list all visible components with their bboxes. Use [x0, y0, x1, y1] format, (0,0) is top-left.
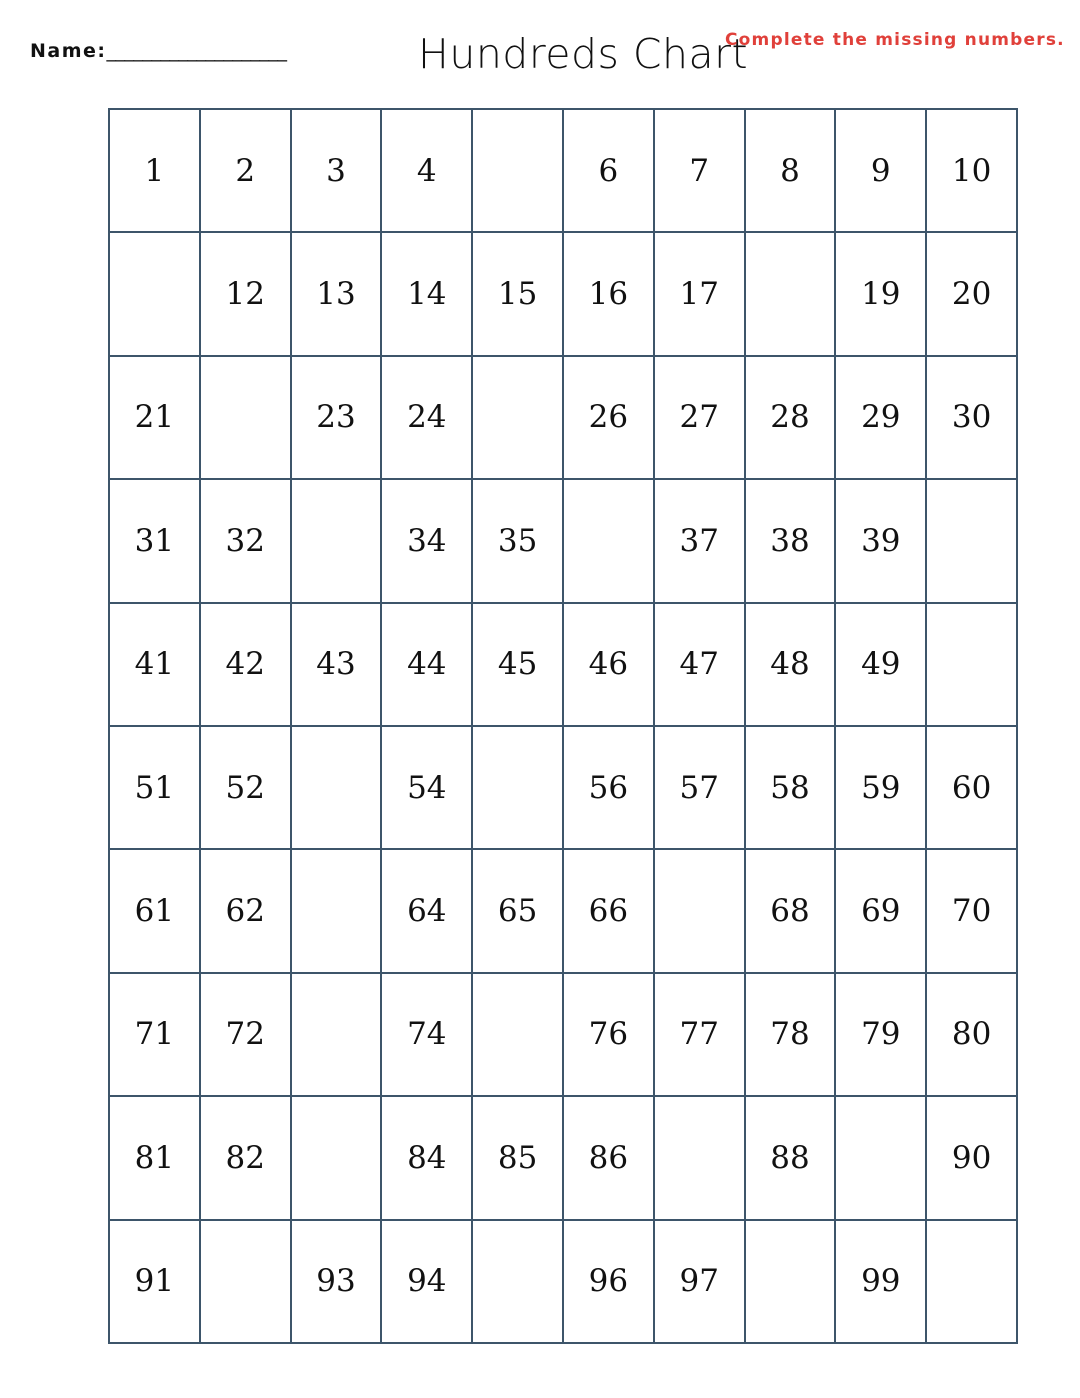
number-cell: 10 — [927, 110, 1018, 233]
name-field — [30, 40, 287, 62]
blank-number-cell[interactable] — [746, 1221, 837, 1344]
number-cell: 19 — [836, 233, 927, 356]
number-cell: 69 — [836, 850, 927, 973]
name-label: Name: — [30, 40, 107, 62]
number-cell: 52 — [201, 727, 292, 850]
hundreds-chart-grid — [108, 108, 1018, 1344]
number-cell: 58 — [746, 727, 837, 850]
blank-number-cell[interactable] — [655, 1097, 746, 1220]
number-cell: 65 — [473, 850, 564, 973]
number-cell: 7 — [655, 110, 746, 233]
number-cell: 82 — [201, 1097, 292, 1220]
number-cell: 64 — [382, 850, 473, 973]
number-cell: 41 — [110, 604, 201, 727]
blank-number-cell[interactable] — [655, 850, 746, 973]
blank-number-cell[interactable] — [201, 1221, 292, 1344]
number-cell: 14 — [382, 233, 473, 356]
number-cell: 31 — [110, 480, 201, 603]
number-cell: 12 — [201, 233, 292, 356]
number-cell: 2 — [201, 110, 292, 233]
number-cell: 30 — [927, 357, 1018, 480]
blank-number-cell[interactable] — [292, 480, 383, 603]
name-blank-line[interactable]: ____________________ — [106, 40, 287, 62]
number-cell: 81 — [110, 1097, 201, 1220]
number-cell: 77 — [655, 974, 746, 1097]
number-cell: 72 — [201, 974, 292, 1097]
number-cell: 45 — [473, 604, 564, 727]
blank-number-cell[interactable] — [201, 357, 292, 480]
number-cell: 70 — [927, 850, 1018, 973]
number-cell: 49 — [836, 604, 927, 727]
number-cell: 85 — [473, 1097, 564, 1220]
number-cell: 44 — [382, 604, 473, 727]
number-cell: 9 — [836, 110, 927, 233]
number-cell: 17 — [655, 233, 746, 356]
number-cell: 68 — [746, 850, 837, 973]
number-cell: 74 — [382, 974, 473, 1097]
blank-number-cell[interactable] — [292, 727, 383, 850]
number-cell: 43 — [292, 604, 383, 727]
number-cell: 96 — [564, 1221, 655, 1344]
number-cell: 15 — [473, 233, 564, 356]
number-cell: 4 — [382, 110, 473, 233]
number-cell: 16 — [564, 233, 655, 356]
number-cell: 23 — [292, 357, 383, 480]
number-cell: 59 — [836, 727, 927, 850]
blank-number-cell[interactable] — [473, 727, 564, 850]
blank-number-cell[interactable] — [473, 110, 564, 233]
instruction-text: Complete the missing numbers. — [725, 30, 1065, 50]
number-cell: 71 — [110, 974, 201, 1097]
number-cell: 78 — [746, 974, 837, 1097]
number-cell: 20 — [927, 233, 1018, 356]
number-cell: 26 — [564, 357, 655, 480]
number-cell: 39 — [836, 480, 927, 603]
number-cell: 38 — [746, 480, 837, 603]
number-cell: 29 — [836, 357, 927, 480]
number-cell: 80 — [927, 974, 1018, 1097]
number-cell: 32 — [201, 480, 292, 603]
blank-number-cell[interactable] — [473, 974, 564, 1097]
number-cell: 48 — [746, 604, 837, 727]
blank-number-cell[interactable] — [927, 1221, 1018, 1344]
number-cell: 61 — [110, 850, 201, 973]
number-cell: 88 — [746, 1097, 837, 1220]
blank-number-cell[interactable] — [292, 1097, 383, 1220]
number-cell: 37 — [655, 480, 746, 603]
number-cell: 27 — [655, 357, 746, 480]
number-cell: 21 — [110, 357, 201, 480]
number-cell: 54 — [382, 727, 473, 850]
number-cell: 99 — [836, 1221, 927, 1344]
number-cell: 56 — [564, 727, 655, 850]
number-cell: 42 — [201, 604, 292, 727]
number-cell: 34 — [382, 480, 473, 603]
number-cell: 90 — [927, 1097, 1018, 1220]
blank-number-cell[interactable] — [746, 233, 837, 356]
number-cell: 66 — [564, 850, 655, 973]
blank-number-cell[interactable] — [927, 604, 1018, 727]
number-cell: 84 — [382, 1097, 473, 1220]
number-cell: 1 — [110, 110, 201, 233]
number-cell: 97 — [655, 1221, 746, 1344]
number-cell: 13 — [292, 233, 383, 356]
number-cell: 24 — [382, 357, 473, 480]
number-cell: 91 — [110, 1221, 201, 1344]
blank-number-cell[interactable] — [110, 233, 201, 356]
number-cell: 93 — [292, 1221, 383, 1344]
number-cell: 3 — [292, 110, 383, 233]
number-cell: 94 — [382, 1221, 473, 1344]
blank-number-cell[interactable] — [564, 480, 655, 603]
number-cell: 8 — [746, 110, 837, 233]
number-cell: 47 — [655, 604, 746, 727]
page-title: Hundreds Chart — [418, 30, 749, 78]
blank-number-cell[interactable] — [473, 357, 564, 480]
number-cell: 51 — [110, 727, 201, 850]
number-cell: 79 — [836, 974, 927, 1097]
number-cell: 46 — [564, 604, 655, 727]
number-cell: 76 — [564, 974, 655, 1097]
blank-number-cell[interactable] — [836, 1097, 927, 1220]
blank-number-cell[interactable] — [292, 850, 383, 973]
number-cell: 28 — [746, 357, 837, 480]
number-cell: 57 — [655, 727, 746, 850]
number-cell: 6 — [564, 110, 655, 233]
blank-number-cell[interactable] — [927, 480, 1018, 603]
number-cell: 35 — [473, 480, 564, 603]
blank-number-cell[interactable] — [292, 974, 383, 1097]
number-cell: 86 — [564, 1097, 655, 1220]
number-cell: 60 — [927, 727, 1018, 850]
number-cell: 62 — [201, 850, 292, 973]
blank-number-cell[interactable] — [473, 1221, 564, 1344]
